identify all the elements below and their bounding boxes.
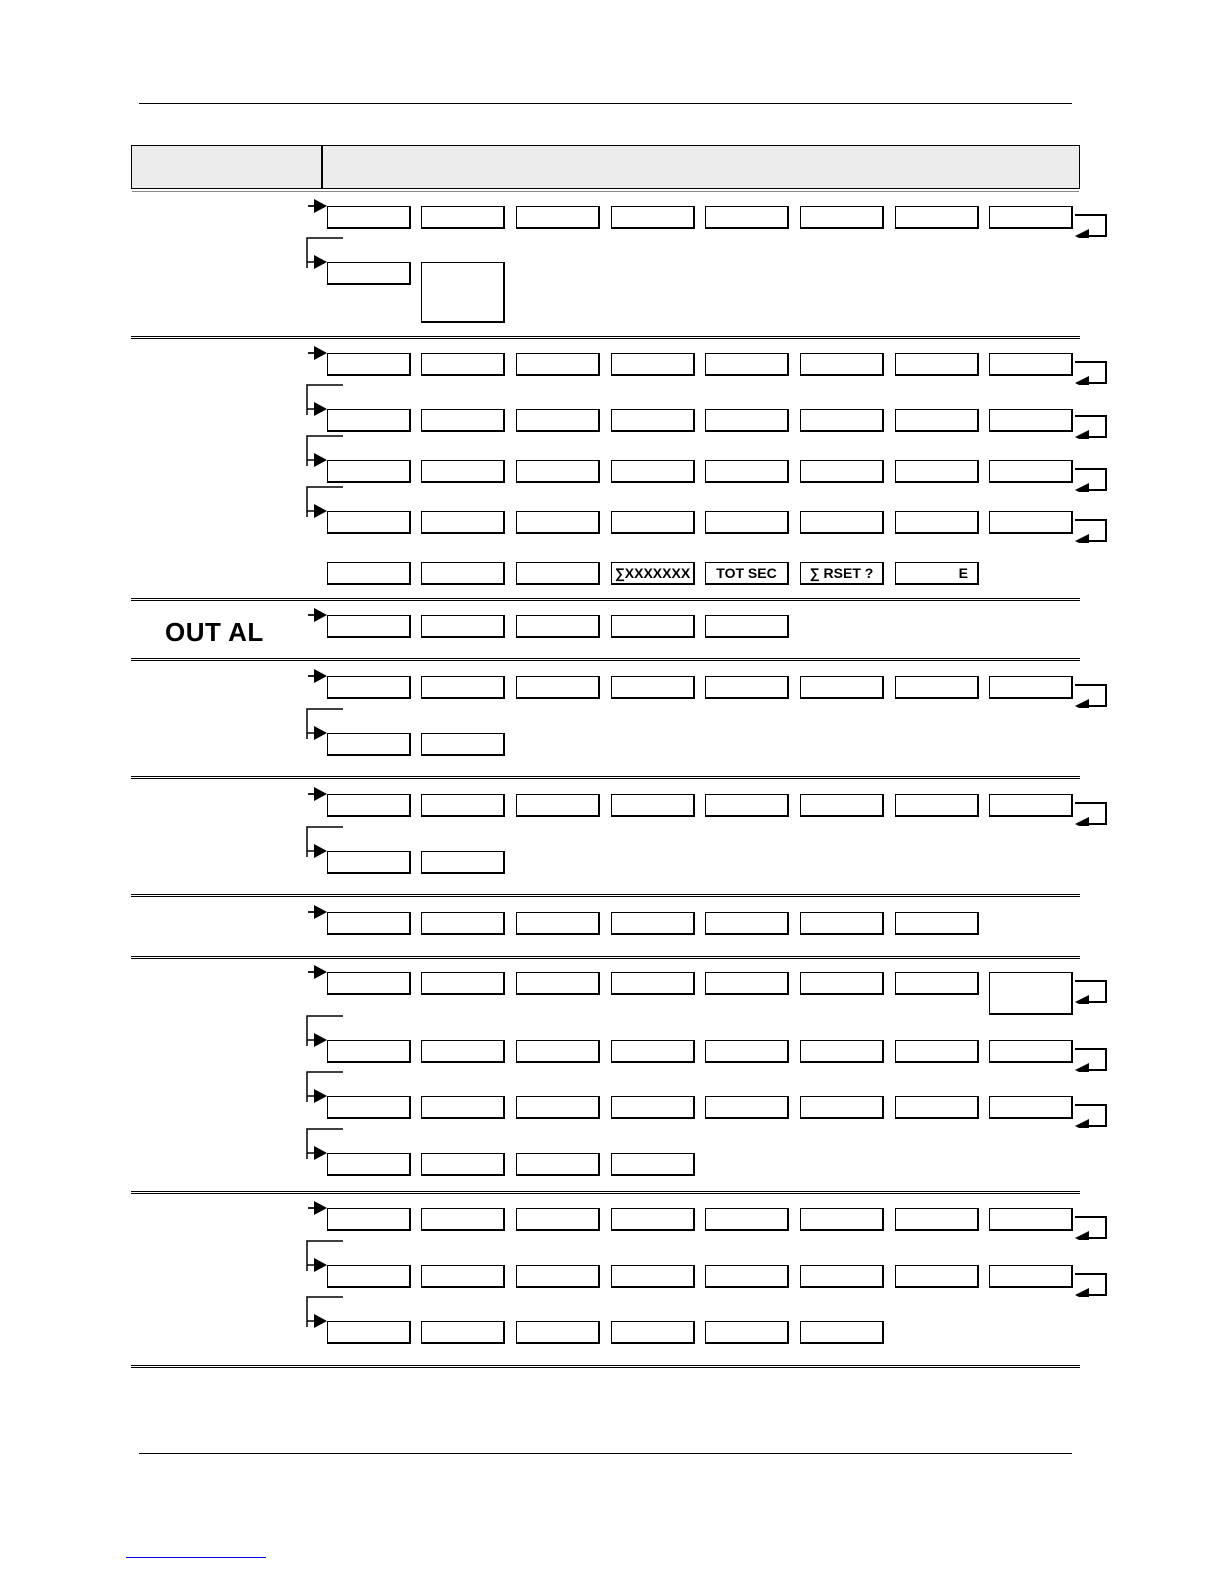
menu-cell [421,676,505,699]
menu-cell [989,1208,1073,1231]
section-separator [131,776,1080,779]
menu-cell [705,615,789,638]
menu-cell [989,460,1073,483]
section-separator [131,598,1080,601]
menu-cell [327,511,411,534]
menu-cell [895,794,979,817]
menu-cell [895,1040,979,1063]
menu-cell [800,1208,884,1231]
menu-cell [989,206,1073,229]
menu-cell [895,460,979,483]
menu-cell [516,409,600,432]
menu-cell [895,1096,979,1119]
menu-cell [421,912,505,935]
menu-cell [327,676,411,699]
menu-cell [705,511,789,534]
section-separator [131,894,1080,897]
menu-cell [516,562,600,585]
menu-cell [800,460,884,483]
menu-cell [611,676,695,699]
menu-cell [327,206,411,229]
menu-cell [516,353,600,376]
wrap-arrow-icon [1073,1210,1109,1240]
wrap-arrow-icon [1073,1098,1109,1128]
menu-cell [705,409,789,432]
menu-cell [327,1040,411,1063]
menu-cell [611,1265,695,1288]
menu-cell [611,1096,695,1119]
menu-cell [421,409,505,432]
menu-cell [800,511,884,534]
menu-cell [516,1208,600,1231]
menu-cell [989,353,1073,376]
wrap-arrow-icon [1073,678,1109,708]
menu-cell [421,262,505,323]
menu-cell [421,1153,505,1176]
menu-cell [421,1040,505,1063]
menu-cell [516,1153,600,1176]
total-reset-cell: ∑ RSET ? [800,562,884,585]
menu-cell [800,972,884,995]
menu-cell [895,912,979,935]
menu-cell [895,676,979,699]
page-footer-rule [139,1453,1072,1454]
menu-cell [800,206,884,229]
menu-cell [705,794,789,817]
menu-cell [421,733,505,756]
menu-cell [611,972,695,995]
menu-cell [421,460,505,483]
menu-cell [421,615,505,638]
menu-cell [516,912,600,935]
menu-cell [989,972,1073,1015]
menu-cell [516,972,600,995]
menu-cell [516,1321,600,1344]
menu-cell [895,353,979,376]
menu-cell [895,1208,979,1231]
menu-cell [705,1096,789,1119]
menu-cell [421,1208,505,1231]
wrap-arrow-icon [1073,1267,1109,1297]
menu-cell [800,1040,884,1063]
table-header [131,145,1080,189]
menu-cell [705,676,789,699]
menu-cell [327,972,411,995]
menu-cell [800,676,884,699]
menu-cell [516,1040,600,1063]
page-header-rule [139,103,1072,104]
menu-cell [327,409,411,432]
menu-cell [611,206,695,229]
menu-cell [327,1096,411,1119]
menu-cell [611,1321,695,1344]
menu-cell [989,676,1073,699]
menu-cell [421,972,505,995]
menu-cell [800,1265,884,1288]
menu-cell [516,206,600,229]
total-end-cell: E [895,562,979,585]
menu-cell [421,206,505,229]
menu-cell [611,353,695,376]
total-sum-cell: ∑XXXXXXX [611,562,695,585]
menu-cell [989,1040,1073,1063]
menu-cell [800,353,884,376]
menu-cell [705,353,789,376]
menu-cell [327,851,411,874]
section-separator [131,336,1080,339]
menu-cell [516,511,600,534]
menu-cell [989,409,1073,432]
menu-cell [611,1153,695,1176]
menu-cell [421,851,505,874]
menu-cell [421,1321,505,1344]
menu-cell [705,1040,789,1063]
menu-cell [800,794,884,817]
wrap-arrow-icon [1073,462,1109,492]
menu-cell [327,615,411,638]
menu-cell [327,1208,411,1231]
menu-cell [516,794,600,817]
menu-cell [327,1265,411,1288]
menu-cell [989,1096,1073,1119]
section-separator [131,1365,1080,1368]
menu-cell [989,1265,1073,1288]
menu-cell [611,1040,695,1063]
menu-cell [327,1321,411,1344]
menu-cell [895,206,979,229]
menu-cell [421,562,505,585]
menu-cell [611,1208,695,1231]
menu-cell [516,460,600,483]
menu-cell [800,912,884,935]
section-label-out-al: OUT AL [165,617,264,647]
menu-cell [705,912,789,935]
menu-cell [800,409,884,432]
menu-cell [611,912,695,935]
section-separator [131,658,1080,661]
wrap-arrow-icon [1073,409,1109,439]
menu-cell [895,972,979,995]
menu-cell [800,1321,884,1344]
menu-cell [895,511,979,534]
menu-cell [705,460,789,483]
menu-cell [989,511,1073,534]
menu-cell [611,460,695,483]
wrap-arrow-icon [1073,1042,1109,1072]
table-header-divider [321,146,323,188]
menu-cell [327,794,411,817]
menu-cell [421,511,505,534]
menu-cell [327,460,411,483]
menu-cell [611,615,695,638]
menu-cell [895,409,979,432]
footer-link-underline [126,1557,266,1558]
menu-cell [516,676,600,699]
wrap-arrow-icon [1073,796,1109,826]
wrap-arrow-icon [1073,355,1109,385]
menu-cell [516,1265,600,1288]
menu-cell [705,1208,789,1231]
menu-cell [611,794,695,817]
menu-cell [421,1096,505,1119]
menu-cell [800,1096,884,1119]
menu-cell [327,733,411,756]
wrap-arrow-icon [1073,208,1109,238]
menu-cell [421,794,505,817]
wrap-arrow-icon [1073,513,1109,543]
wrap-arrow-icon [1073,974,1109,1004]
menu-cell [516,615,600,638]
menu-cell [705,1265,789,1288]
total-seconds-cell: TOT SEC [705,562,789,585]
menu-cell [327,912,411,935]
menu-cell [611,511,695,534]
menu-cell [421,353,505,376]
menu-cell [516,1096,600,1119]
menu-cell [895,1265,979,1288]
menu-cell [327,1153,411,1176]
menu-cell [327,262,411,285]
menu-cell [705,972,789,995]
menu-cell [705,1321,789,1344]
menu-cell [705,206,789,229]
menu-cell [989,794,1073,817]
menu-cell [611,409,695,432]
menu-cell [421,1265,505,1288]
section-separator [131,1191,1080,1194]
section-separator [131,956,1080,959]
menu-cell [327,562,411,585]
menu-cell [327,353,411,376]
